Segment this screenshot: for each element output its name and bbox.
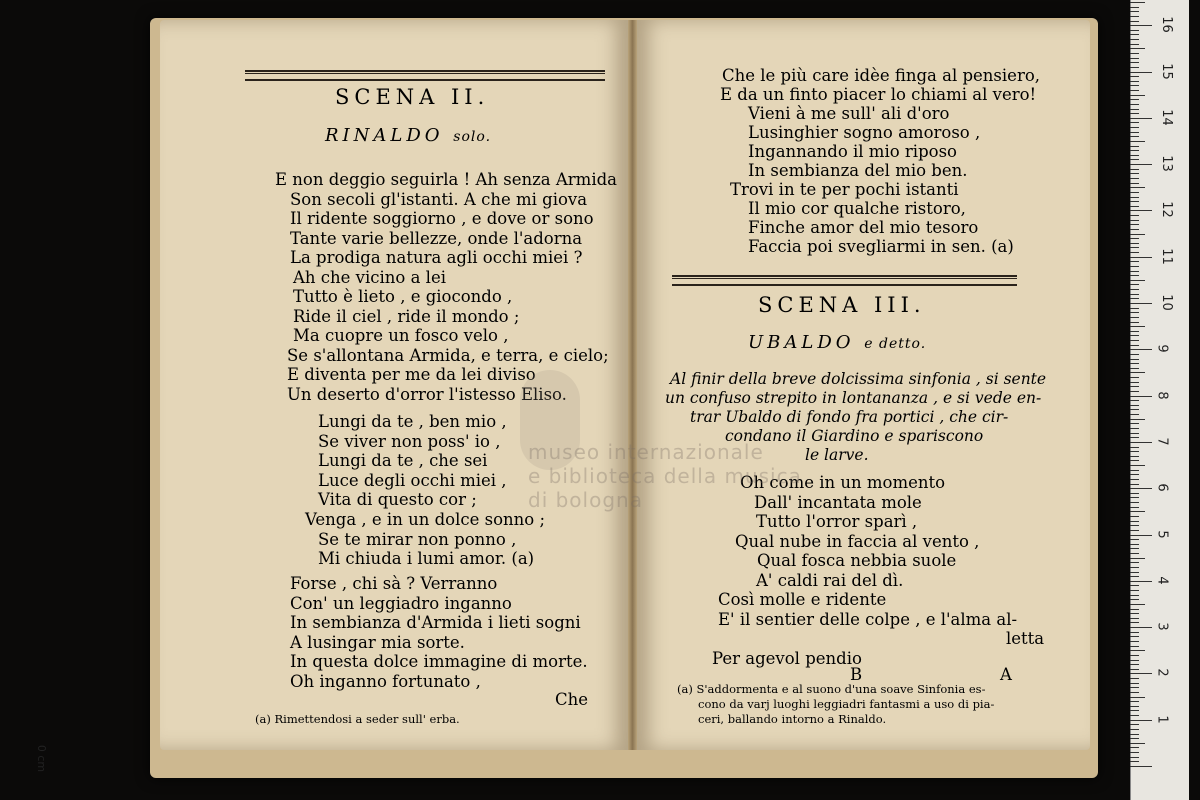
ruler-tick: [1130, 572, 1139, 573]
verse-line: letta: [1006, 629, 1045, 648]
ruler-tick: [1130, 95, 1145, 96]
ruler-tick: [1130, 766, 1152, 767]
ruler-tick: [1130, 229, 1139, 230]
stage-direction-line: un confuso strepito in lontananza , e si vede en-: [665, 389, 1042, 407]
ruler-tick: [1130, 127, 1139, 128]
verse-line: Così molle e ridente: [718, 590, 887, 609]
ruler-tick: [1130, 303, 1152, 304]
verse-line: La prodiga natura agli occhi miei ?: [290, 248, 583, 267]
ruler-tick: [1130, 72, 1152, 73]
left-character-note: solo.: [453, 129, 492, 145]
ruler-tick: [1130, 562, 1139, 563]
aria-line: Finche amor del mio tesoro: [748, 218, 979, 237]
ruler-tick: [1130, 257, 1152, 258]
ruler-number: 12: [1158, 201, 1174, 219]
ruler-tick: [1130, 414, 1139, 415]
aria-line: Vieni à me sull' ali d'oro: [748, 104, 950, 123]
ruler-tick: [1130, 479, 1139, 480]
verse-line: Il ridente soggiorno , e dove or sono: [290, 209, 594, 228]
verse-line: Tutto l'orror sparì ,: [756, 512, 918, 531]
ruler-tick: [1130, 697, 1145, 698]
ruler-tick: [1130, 743, 1145, 744]
ruler-tick: [1130, 58, 1139, 59]
ruler-tick: [1130, 266, 1139, 267]
ruler-tick: [1130, 627, 1152, 628]
ruler-tick: [1130, 521, 1139, 522]
ruler-tick: [1130, 442, 1152, 443]
ruler-tick: [1130, 340, 1139, 341]
ruler-tick: [1130, 44, 1139, 45]
ruler-tick: [1130, 535, 1152, 536]
verse-line: In sembianza d'Armida i lieti sogni: [290, 613, 581, 632]
aria-line: Il mio cor qualche ristoro,: [748, 199, 966, 218]
ruler-tick: [1130, 632, 1139, 633]
ruler-tick: [1130, 298, 1139, 299]
ruler-number: 10: [1158, 294, 1174, 311]
ruler-tick: [1130, 136, 1139, 137]
ruler-number: 11: [1158, 247, 1174, 265]
ruler-tick: [1130, 650, 1145, 651]
ruler-tick: [1130, 692, 1139, 693]
ruler-tick: [1130, 516, 1139, 517]
verse-line: A lusingar mia sorte.: [290, 632, 465, 652]
ruler-tick: [1130, 30, 1139, 31]
ruler-tick: [1130, 220, 1139, 221]
ruler-tick: [1130, 687, 1139, 688]
ruler-tick: [1130, 710, 1139, 711]
ruler-tick: [1130, 67, 1139, 68]
ruler-tick: [1130, 206, 1139, 207]
footnote-line: ceri, ballando intorno a Rinaldo.: [698, 712, 887, 726]
ruler-number: 5: [1154, 529, 1170, 539]
stage-direction-line: trar Ubaldo di fondo fra portici , che cir-: [690, 408, 1009, 426]
aria-line: Luce degli occhi miei ,: [318, 470, 507, 490]
ruler-tick: [1130, 567, 1139, 568]
ruler-tick: [1130, 576, 1139, 577]
left-character-name: RINALDO: [325, 125, 444, 146]
ruler-tick: [1130, 752, 1139, 753]
ruler-tick: [1130, 544, 1139, 545]
ruler-tick: [1130, 173, 1139, 174]
ruler-number: 9: [1154, 344, 1170, 353]
ruler-tick: [1130, 317, 1139, 318]
ruler-tick: [1130, 372, 1145, 373]
ruler-tick: [1130, 16, 1139, 17]
watermark-line: e biblioteca della musica: [528, 464, 802, 488]
ruler-tick: [1130, 359, 1139, 360]
signature-mark-b: B: [850, 665, 863, 684]
right-character-note: e detto.: [864, 336, 927, 352]
ruler-tick: [1130, 391, 1139, 392]
ruler-tick: [1130, 507, 1139, 508]
ruler-tick: [1130, 243, 1139, 244]
ruler-tick: [1130, 720, 1152, 721]
ruler-tick: [1130, 7, 1139, 8]
ruler-tick: [1130, 349, 1152, 350]
ruler-tick: [1130, 81, 1139, 82]
ruler-tick: [1130, 25, 1152, 26]
ruler-tick: [1130, 62, 1139, 63]
ruler-tick: [1130, 155, 1139, 156]
ruler-tick: [1130, 247, 1139, 248]
ruler-tick: [1130, 363, 1139, 364]
ruler-tick: [1130, 757, 1139, 758]
stage-direction-line: Al finir della breve dolcissima sinfonia , si sente: [670, 370, 1047, 388]
ruler-tick: [1130, 326, 1145, 327]
ruler-tick: [1130, 201, 1139, 202]
ruler-tick: [1130, 447, 1139, 448]
ruler-tick: [1130, 539, 1139, 540]
verse-line: Se s'allontana Armida, e terra, e cielo;: [287, 345, 609, 365]
ruler-tick: [1130, 308, 1139, 309]
ruler-tick: [1130, 113, 1139, 114]
ruler-tick: [1130, 48, 1145, 49]
ruler-tick: [1130, 585, 1139, 586]
ruler-tick: [1130, 664, 1139, 665]
ruler-unit-label: 0 cm: [35, 744, 49, 773]
ruler-tick: [1130, 322, 1139, 323]
ruler-tick: [1130, 34, 1139, 35]
left-header-rule: [245, 70, 605, 81]
ruler-tick: [1130, 405, 1139, 406]
ruler-tick: [1130, 150, 1139, 151]
ruler-tick: [1130, 525, 1139, 526]
right-scene-heading: SCENA III.: [758, 293, 926, 317]
ruler-tick: [1130, 701, 1139, 702]
ruler-tick: [1130, 409, 1139, 410]
ruler-tick: [1130, 618, 1139, 619]
ruler-tick: [1130, 622, 1139, 623]
ruler-tick: [1130, 738, 1139, 739]
aria-line: Se viver non poss' io ,: [318, 431, 501, 451]
ruler-tick: [1130, 609, 1139, 610]
verse-line: In questa dolce immagine di morte.: [290, 652, 588, 671]
ruler-tick: [1130, 474, 1139, 475]
ruler-tick: [1130, 747, 1139, 748]
left-scene-heading: SCENA II.: [335, 85, 490, 109]
stage-direction-line: le larve.: [805, 446, 869, 464]
ruler-tick: [1130, 53, 1139, 54]
ruler-tick: [1130, 178, 1139, 179]
ruler-tick: [1130, 636, 1139, 637]
ruler-number: 8: [1154, 390, 1170, 400]
ruler-tick: [1130, 21, 1139, 22]
ruler-tick: [1130, 122, 1139, 123]
verse-line: E da un finto piacer lo chiami al vero!: [720, 85, 1037, 104]
verse-line: Ah che vicino a lei: [293, 267, 446, 287]
ruler-tick: [1130, 641, 1139, 642]
ruler-tick: [1130, 289, 1139, 290]
ruler-tick: [1130, 141, 1145, 142]
ruler-tick: [1130, 678, 1139, 679]
ruler-number: 13: [1158, 155, 1174, 172]
aria-line: In sembianza del mio ben.: [748, 161, 968, 180]
ruler-tick: [1130, 433, 1139, 434]
ruler-tick: [1130, 224, 1139, 225]
ruler-tick: [1130, 660, 1139, 661]
book-gutter: [628, 20, 637, 750]
ruler-tick: [1130, 183, 1139, 184]
ruler-tick: [1130, 76, 1139, 77]
ruler-tick: [1130, 331, 1139, 332]
verse-line: Qual nube in faccia al vento ,: [735, 531, 980, 551]
ruler-tick: [1130, 234, 1145, 235]
ruler-tick: [1130, 99, 1139, 100]
ruler-tick: [1130, 261, 1139, 262]
left-character-heading: [325, 126, 491, 147]
ruler-tick: [1130, 284, 1139, 285]
ruler-tick: [1130, 187, 1145, 188]
verse-line: Per agevol pendio: [712, 648, 862, 668]
ruler-tick: [1130, 377, 1139, 378]
ruler-tick: [1130, 669, 1139, 670]
ruler-tick: [1130, 604, 1145, 605]
verse-line: Tante varie bellezze, onde l'adorna: [290, 228, 583, 248]
ruler-tick: [1130, 530, 1139, 531]
ruler-tick: [1130, 118, 1152, 119]
aria-line: Vita di questo cor ;: [318, 490, 477, 509]
ruler-tick: [1130, 613, 1139, 614]
left-catchword: Che: [555, 690, 589, 709]
ruler-tick: [1130, 511, 1145, 512]
aria-line: Lusinghier sogno amoroso ,: [748, 123, 981, 142]
ruler-tick: [1130, 502, 1139, 503]
verse-line: Qual fosca nebbia suole: [757, 551, 957, 570]
ruler-tick: [1130, 210, 1152, 211]
ruler-tick: [1130, 215, 1139, 216]
ruler-tick: [1130, 271, 1139, 272]
ruler-tick: [1130, 460, 1139, 461]
ruler-number: 15: [1158, 62, 1174, 80]
verse-line: Forse , chi sà ? Verranno: [290, 574, 498, 593]
footnote-line: (a) S'addormenta e al suono d'una soave Sinfonia es-: [677, 682, 986, 696]
verse-line: Dall' incantata mole: [754, 492, 922, 512]
ruler-number: 1: [1154, 715, 1170, 724]
ruler-tick: [1130, 715, 1139, 716]
aria-line: Trovi in te per pochi istanti: [730, 180, 959, 199]
right-header-rule: [672, 275, 1017, 286]
ruler-tick: [1130, 553, 1139, 554]
ruler-tick: [1130, 335, 1139, 336]
ruler-tick: [1130, 655, 1139, 656]
ruler-tick: [1130, 280, 1145, 281]
verse-line: Ma cuopre un fosco velo ,: [293, 326, 509, 345]
aria-line: Mi chiuda i lumi amor. (a): [318, 549, 535, 568]
ruler-tick: [1130, 590, 1139, 591]
ruler-tick: [1130, 368, 1139, 369]
footnote-line: cono da varj luoghi leggiadri fantasmi a uso di pia-: [698, 697, 995, 711]
verse-line: E non deggio seguirla ! Ah senza Armida: [275, 170, 617, 189]
ruler-tick: [1130, 294, 1139, 295]
ruler-tick: [1130, 146, 1139, 147]
ruler-tick: [1130, 646, 1139, 647]
watermark-line: di bologna: [528, 488, 643, 512]
ruler-tick: [1130, 159, 1139, 160]
aria-line: Lungi da te , ben mio ,: [318, 412, 507, 431]
aria-line: Venga , e in un dolce sonno ;: [305, 510, 545, 529]
ruler-tick: [1130, 400, 1139, 401]
ruler-tick: [1130, 451, 1139, 452]
ruler-tick: [1130, 761, 1139, 762]
ruler-tick: [1130, 90, 1139, 91]
ruler-tick: [1130, 345, 1139, 346]
left-footnote: (a) Rimettendosi a seder sull' erba.: [255, 712, 460, 726]
verse-line: E' il sentier delle colpe , e l'alma al-: [718, 609, 1018, 629]
ruler-tick: [1130, 548, 1139, 549]
aria-line: Ingannando il mio riposo: [748, 142, 957, 161]
verse-line: Ride il ciel , ride il mondo ;: [293, 306, 520, 326]
ruler-number: 3: [1154, 622, 1170, 631]
ruler-tick: [1130, 396, 1152, 397]
verse-line: A' caldi rai del dì.: [756, 570, 904, 590]
ruler-number: 7: [1154, 437, 1170, 446]
ruler-number: 6: [1154, 483, 1170, 492]
ruler-tick: [1130, 558, 1145, 559]
verse-line: Un deserto d'orror l'istesso Eliso.: [287, 384, 567, 404]
ruler-tick: [1130, 484, 1139, 485]
ruler-tick: [1130, 275, 1139, 276]
ruler-number: 4: [1154, 576, 1170, 585]
ruler-tick: [1130, 192, 1139, 193]
aria-line: Se te mirar non ponno ,: [318, 529, 517, 549]
ruler-number: 14: [1158, 109, 1174, 126]
ruler-tick: [1130, 673, 1152, 674]
ruler-number: 16: [1158, 16, 1174, 33]
ruler-tick: [1130, 382, 1139, 383]
ruler-tick: [1130, 497, 1139, 498]
ruler-tick: [1130, 197, 1139, 198]
ruler-tick: [1130, 312, 1139, 313]
aria-line: Faccia poi svegliarmi in sen. (a): [748, 237, 1014, 256]
ruler-tick: [1130, 109, 1139, 110]
ruler-tick: [1130, 2, 1145, 3]
ruler-tick: [1130, 456, 1139, 457]
ruler-tick: [1130, 599, 1139, 600]
ruler-number: 2: [1154, 668, 1170, 678]
ruler-tick: [1130, 85, 1139, 86]
verse-line: Oh come in un momento: [740, 473, 946, 492]
ruler-tick: [1130, 706, 1139, 707]
ruler-tick: [1130, 423, 1139, 424]
ruler-tick: [1130, 470, 1139, 471]
ruler-tick: [1130, 252, 1139, 253]
verse-line: Oh inganno fortunato ,: [290, 671, 481, 691]
verse-line: Son secoli gl'istanti. A che mi giova: [290, 189, 588, 209]
ruler-tick: [1130, 164, 1152, 165]
ruler-tick: [1130, 419, 1145, 420]
ruler-tick: [1130, 729, 1139, 730]
ruler-tick: [1130, 132, 1139, 133]
verse-line: Tutto è lieto , e giocondo ,: [293, 287, 513, 306]
ruler-tick: [1130, 104, 1139, 105]
ruler-tick: [1130, 386, 1139, 387]
signature-mark-a: A: [1000, 665, 1012, 684]
ruler-tick: [1130, 238, 1139, 239]
right-character-heading: [748, 333, 926, 354]
ruler-tick: [1130, 354, 1139, 355]
stage-direction-line: condano il Giardino e spariscono: [725, 427, 984, 445]
ruler-tick: [1130, 39, 1139, 40]
verse-line: Che le più care idèe finga al pensiero,: [722, 66, 1041, 85]
ruler-tick: [1130, 581, 1152, 582]
ruler-tick: [1130, 488, 1152, 489]
ruler-tick: [1130, 493, 1139, 494]
ruler-tick: [1130, 595, 1139, 596]
ruler-tick: [1130, 437, 1139, 438]
verse-line: E diventa per me da lei diviso: [287, 365, 536, 384]
ruler-tick: [1130, 734, 1139, 735]
ruler-tick: [1130, 428, 1139, 429]
ruler-tick: [1130, 724, 1139, 725]
ruler-tick: [1130, 465, 1145, 466]
ruler-tick: [1130, 11, 1139, 12]
ruler-tick: [1130, 683, 1139, 684]
right-character-name: UBALDO: [748, 332, 855, 353]
ruler-tick: [1130, 169, 1139, 170]
verse-line: Con' un leggiadro inganno: [290, 593, 512, 613]
watermark-line: museo internazionale: [528, 440, 764, 464]
aria-line: Lungi da te , che sei: [318, 451, 488, 470]
